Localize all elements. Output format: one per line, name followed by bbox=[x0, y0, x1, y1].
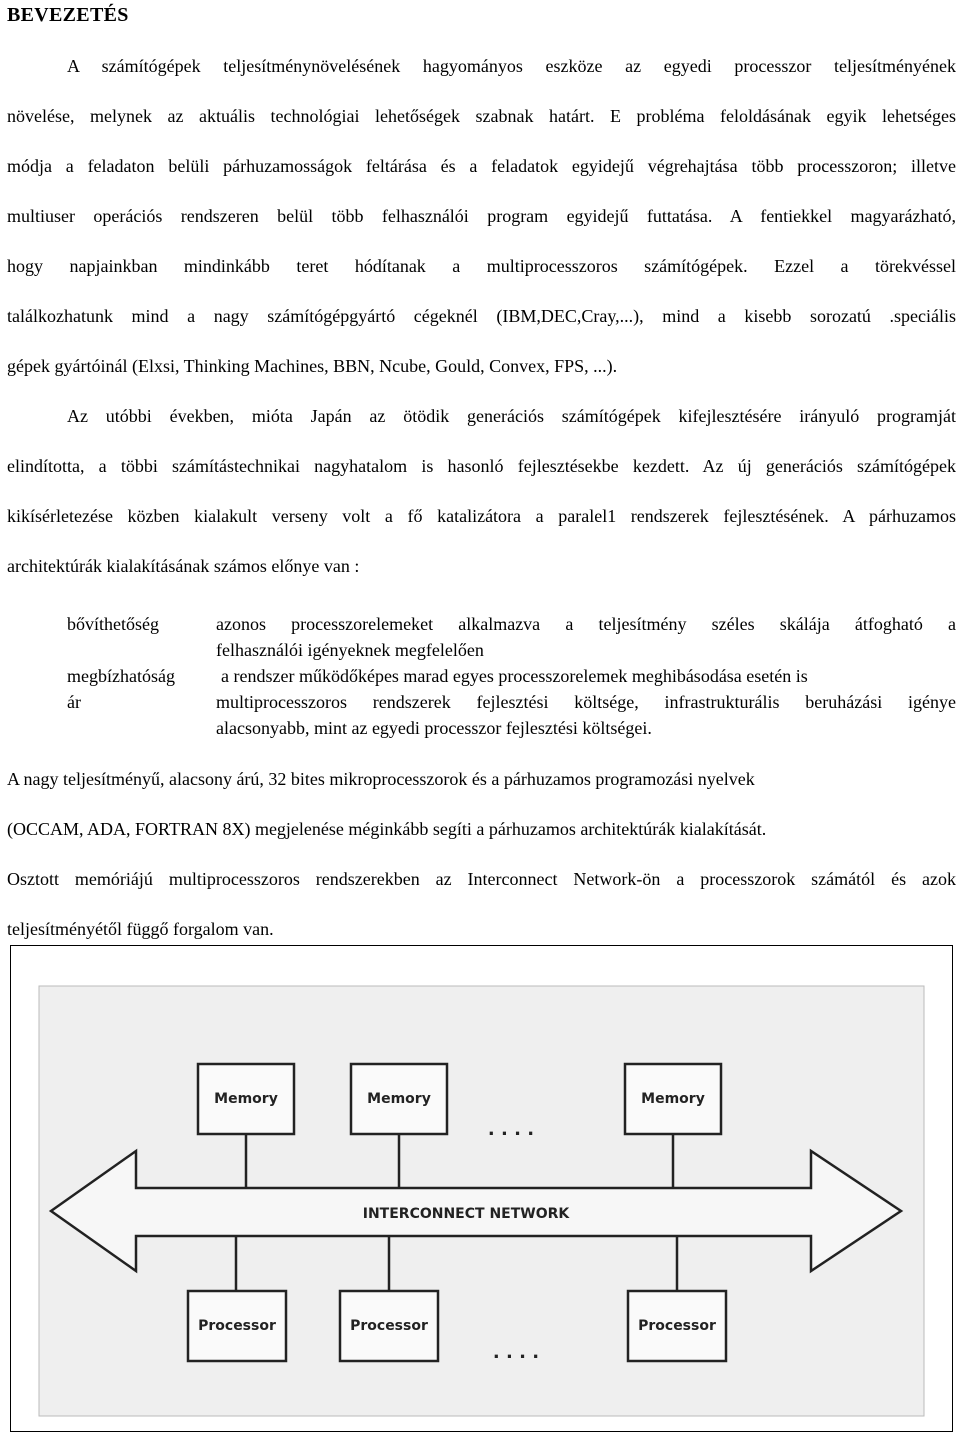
processor-box bbox=[340, 1291, 438, 1361]
memory-box bbox=[198, 1064, 294, 1134]
processor-label: Processor bbox=[350, 1318, 428, 1334]
network-label: INTERCONNECT NETWORK bbox=[362, 1206, 570, 1222]
paragraph-line: módja a feladaton belüli párhuzamosságok feltárása és a feladatok egyidejű végrehajtása több processzoron; illetve bbox=[7, 156, 956, 176]
paragraph-line: növelése, melynek az aktuális technológiai lehetőségek szabnak határt. E probléma feloldásának egyik lehetséges bbox=[7, 106, 956, 126]
ellipsis-top: . . . . bbox=[487, 1119, 535, 1140]
ellipsis-bottom: . . . . bbox=[492, 1342, 540, 1363]
advantage-term: ár bbox=[67, 692, 81, 712]
advantage-definition: a rendszer működőképes marad egyes processzorelemek meghibásodása esetén is bbox=[221, 666, 808, 686]
paragraph-line: hogy napjainkban mindinkább teret hódítanak a multiprocesszoros számítógépek. Ezzel a törekvéssel bbox=[7, 256, 956, 276]
advantage-term: megbízhatóság bbox=[67, 666, 175, 686]
memory-label: Memory bbox=[367, 1091, 431, 1107]
paragraph-line: Osztott memóriájú multiprocesszoros rendszerekben az Interconnect Network-ön a processzorok számától és azok bbox=[7, 869, 956, 889]
paragraph-line: A számítógépek teljesítménynövelésének hagyományos eszköze az egyedi processzor teljesítményének bbox=[67, 56, 956, 76]
page-heading: BEVEZETÉS bbox=[7, 4, 129, 26]
paragraph-line: multiuser operációs rendszeren belül több felhasználói program egyidejű futtatása. A fentiekkel magyarázható, bbox=[7, 206, 956, 226]
memory-label: Memory bbox=[214, 1091, 278, 1107]
advantage-term: bővíthetőség bbox=[67, 614, 159, 634]
processor-box bbox=[188, 1291, 286, 1361]
paragraph-line: elindította, a többi számítástechnikai nagyhatalom is hasonló fejlesztésekbe kezdett. Az új generációs számítógépek bbox=[7, 456, 956, 476]
paragraph-line: (OCCAM, ADA, FORTRAN 8X) megjelenése méginkább segíti a párhuzamos architektúrák kialakítását. bbox=[7, 819, 767, 839]
advantage-definition: multiprocesszoros rendszerek fejlesztési költsége, infrastrukturális beruházási igénye bbox=[216, 692, 956, 712]
paragraph-line: A nagy teljesítményű, alacsony árú, 32 bites mikroprocesszorok és a párhuzamos programozási nyelvek bbox=[7, 769, 755, 789]
paragraph-line: találkozhatunk mind a nagy számítógépgyártó cégeknél (IBM,DEC,Cray,...), mind a kisebb sorozatú .speciális bbox=[7, 306, 956, 326]
interconnect-figure bbox=[10, 945, 953, 1432]
processor-label: Processor bbox=[638, 1318, 716, 1334]
memory-label: Memory bbox=[641, 1091, 705, 1107]
advantage-definition: azonos processzorelemeket alkalmazva a teljesítmény széles skálája átfogható a bbox=[216, 614, 956, 634]
paragraph-line: kikísérletezése közben kialakult verseny volt a fő katalizátora a paralel1 rendszerek fejlesztésének. A párhuzamos bbox=[7, 506, 956, 526]
advantage-definition: felhasználói igényeknek megfelelően bbox=[216, 640, 484, 660]
paragraph-line: architektúrák kialakításának számos előnye van : bbox=[7, 556, 360, 576]
memory-box bbox=[351, 1064, 447, 1134]
advantage-definition: alacsonyabb, mint az egyedi processzor fejlesztési költségei. bbox=[216, 718, 652, 738]
paragraph-line: Az utóbbi években, mióta Japán az ötödik generációs számítógépek kifejlesztésére irányuló programját bbox=[67, 406, 956, 426]
interconnect-diagram bbox=[11, 946, 952, 1431]
processor-box bbox=[628, 1291, 726, 1361]
memory-box bbox=[625, 1064, 721, 1134]
processor-label: Processor bbox=[198, 1318, 276, 1334]
paragraph-line: teljesítményétől függő forgalom van. bbox=[7, 919, 274, 939]
paragraph-line: gépek gyártóinál (Elxsi, Thinking Machines, BBN, Ncube, Gould, Convex, FPS, ...). bbox=[7, 356, 618, 376]
